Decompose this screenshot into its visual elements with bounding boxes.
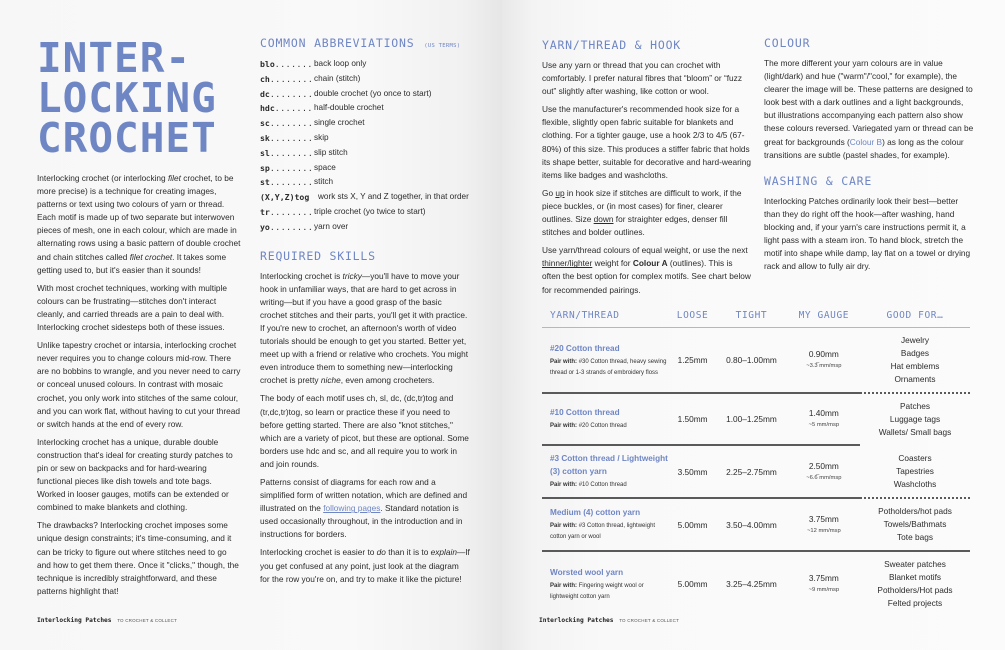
title-line: INTER- bbox=[37, 34, 192, 82]
abbreviation-item: sl........ slip stitch bbox=[260, 147, 348, 158]
table-header-row bbox=[542, 310, 970, 328]
skills-paragraph: Interlocking crochet is easier to do than it is to explain—If you get confused at any point, just look at the diagram for the row you're on, and try to make it like the picture! bbox=[260, 547, 470, 584]
header-my-gauge: MY GAUGE bbox=[788, 310, 860, 328]
intro-paragraph: With most crochet techniques, working with multiple colours can be frustrating—stitches don't interact cleanly, and carried threads are a pain to deal with. Interlocking crochet sidesteps both of these issues. bbox=[37, 282, 227, 333]
yarn-paragraph: Use the manufacturer's recommended hook size for a flexible, slightly open fabric suitable for blankets and clothing. For a tighter gauge, use a hook 2/3 to 4/5 (67-80%) of this size. This produces a stiffer fabric that holds its shape better, suitable for decorative and hard-wearing items like badges and washcloths. bbox=[542, 104, 751, 180]
abbreviation-item: sp........ space bbox=[260, 162, 336, 173]
yarn-paragraph: Go up in hook size if stitches are difficult to work, if the piece buckles, or (in most cases) for finer, clearer outlines. Size down for straighter edges, denser fill stitches and bolder outlines. bbox=[542, 187, 742, 238]
intro-paragraph: Interlocking crochet (or interlocking filet crochet, to be more precise) is a technique for creating images, patterns or text using two colours of yarn or thread. Each motif is made up of two separate but interwoven pieces of mesh, one in each colour, which are made in alternating rows using a basic pattern of double crochet and chain stitches called filet crochet. It takes some getting used to, but it's easier than it sounds! bbox=[37, 173, 241, 275]
table-row: #20 Cotton thread Pair with: #30 Cotton thread, heavy sewing thread or 1-3 strands of embroidery floss 1.25mm 0.80–1.00mm 0.90mm ~3.3̅ mm/msp Jewelry Badges Hat emblems Ornaments bbox=[542, 328, 970, 394]
following-pages-link[interactable]: following pages bbox=[323, 503, 381, 514]
skills-paragraph: Patterns consist of diagrams for each row and a simplified form of written notation, which are defined and illustrated on the following pages. Standard notation is used occasionally throughout, in the introduction and in instructions for borders. bbox=[260, 476, 468, 540]
table-row: Worsted wool yarn Pair with: Fingering weight wool or lightweight cotton yarn 5.00mm 3.25–4.25mm 3.75mm ~9 mm/msp Sweater patches Blanket motifs Potholders/Hot pads Felted projects bbox=[550, 559, 953, 608]
footer-brand: Interlocking Patches bbox=[539, 617, 614, 624]
abbreviations-column bbox=[260, 36, 470, 591]
intro-column bbox=[37, 34, 242, 603]
colour-b-label: Colour B bbox=[849, 136, 883, 147]
yarn-paragraph: Use any yarn or thread that you can crochet with comfortably. I prefer natural fibres that “bloom” or “fuzz out” slightly after washing, like cotton or wool. bbox=[542, 60, 742, 97]
colour-paragraph: The more different your yarn colours are in value (light/dark) and hue ("warm"/"cool," for example), the clearer the image will be. These patterns are designed to look best with a dark outlines and a light backgrounds, but illustrations accompanying each pattern also show these colours reversed. Variegated yarn or thread can be great for backgrounds (Colour B) as long as the colour transitions are subtle (pastel shades, for example). bbox=[764, 58, 974, 160]
table-row: Medium (4) cotton yarn Pair with: #3 Cotton thread, lightweight cotton yarn or wool 5.00mm 3.50–4.00mm 3.75mm ~12 mm/msp Potholders/hot pads Towels/Bathmats Tote bags bbox=[542, 498, 970, 551]
header-loose: LOOSE bbox=[670, 310, 715, 328]
skills-paragraph: Interlocking crochet is tricky—you'll have to move your hook in unfamiliar ways, that are hard to get across in writing—but if you have a good grasp of the basic crochet stitches and their parts, you'll get it with practice. If you're new to crochet, an afternoon's worth of video tutorials should be enough to get you started. Better yet, meet up with a friend or relative who crochets. You might even introduce them to something new—interlocking crochet is pretty niche, even among crocheters. bbox=[260, 270, 468, 386]
table-row: #10 Cotton thread Pair with: #20 Cotton thread 1.50mm 1.00–1.25mm 1.40mm ~5 mm/msp Patches Luggage tags Wallets/ Small bags bbox=[542, 393, 970, 445]
page-footer bbox=[37, 617, 177, 624]
yarn-pairing-table bbox=[542, 310, 970, 616]
abbreviation-item: hdc....... half-double crochet bbox=[260, 103, 384, 114]
required-skills-text bbox=[260, 270, 470, 586]
title-line: CROCHET bbox=[37, 114, 217, 162]
intro-paragraph: Unlike tapestry crochet or intarsia, interlocking crochet never requires you to change colours mid-row. There are no bobbins to wrangle, and you never need to carry or conceal unused colours. In contrast with mosaic crochet, you only work into stitches of the same colour, and you can work flat, without having to cut your thread or switch hands at the end of every row. bbox=[37, 340, 241, 429]
intro-paragraph: Interlocking crochet has a unique, durable double construction that's ideal for creating sturdy patches to pin or sew on backpacks and for hard-wearing functional pieces like dish towels and tote bags. Worked in looser gauges, motifs can be extended or combined to make blankets and clothing. bbox=[37, 436, 233, 513]
abbreviation-item: yo........ yarn over bbox=[260, 221, 349, 232]
intro-paragraph: The drawbacks? Interlocking crochet imposes some unique design constraints; it's time-consuming, and it can be tricky to figure out where stitches need to go and how to get them there. Once it "clicks," though, the technique is incredibly straightforward, and these patterns highlight that! bbox=[37, 520, 239, 596]
colour-heading: COLOUR bbox=[764, 36, 811, 50]
footer-tagline: TO CROCHET & COLLECT bbox=[117, 618, 178, 623]
abbreviation-item: blo....... back loop only bbox=[260, 59, 367, 69]
yarn-paragraph: Use yarn/thread colours of equal weight, or use the next thinner/lighter weight for Colour A (outlines). This is often the best option for complex motifs. See chart below for recommended pairings. bbox=[542, 245, 751, 295]
washing-heading: WASHING & CARE bbox=[764, 173, 873, 188]
abbreviations-heading: COMMON ABBREVIATIONS (US TERMS) bbox=[260, 36, 461, 50]
skills-paragraph: The body of each motif uses ch, sl, dc, (dc,tr)tog and (tr,dc,tr)tog, so learn or practice these if you need to before getting started. There are also "knot stitches," which are a variety of picot, but these are optional. Some borders use hdc and sc, and all require you to work in and join rounds. bbox=[260, 393, 469, 469]
yarn-hook-heading: YARN/THREAD & HOOK bbox=[542, 38, 682, 52]
abbreviations-list bbox=[260, 57, 470, 235]
abbreviation-item: ch........ chain (stitch) bbox=[260, 73, 361, 84]
yarn-hook-column bbox=[542, 38, 752, 302]
page-title bbox=[37, 34, 242, 162]
footer-brand: Interlocking Patches bbox=[37, 617, 112, 624]
abbreviation-item: st........ stitch bbox=[260, 177, 334, 188]
intro-text bbox=[37, 172, 242, 598]
right-page bbox=[502, 0, 1005, 650]
title-line: LOCKING bbox=[37, 74, 217, 122]
header-good-for: GOOD FOR… bbox=[860, 310, 970, 328]
washing-paragraph: Interlocking Patches ordinarily look their best—better than they do right off the hook—after washing, hand blocking and, if your yarn's care instructions permit it, a light pass with a steam iron. To hand block, stretch the motif into shape while damp, lay flat on a towel or drying rack and allow to fully air dry. bbox=[764, 195, 971, 272]
abbreviation-item: sc........ single crochet bbox=[260, 118, 365, 129]
abbreviation-item: dc........ double crochet (yo once to start) bbox=[260, 88, 432, 99]
left-page bbox=[0, 0, 502, 650]
header-tight: TIGHT bbox=[715, 310, 788, 328]
page-footer bbox=[539, 617, 679, 624]
abbreviation-item: sk........ skip bbox=[260, 132, 329, 143]
abbreviation-item: tr........ triple crochet (yo twice to start) bbox=[260, 206, 426, 217]
footer-tagline: TO CROCHET & COLLECT bbox=[619, 618, 680, 623]
table-row: #3 Cotton thread / Lightweight (3) cotton yarn Pair with: #10 Cotton thread 3.50mm 2.25–2.75mm 2.50mm ~6.6̅ mm/msp Coasters Tapestries Washcloths bbox=[542, 445, 970, 498]
header-yarn-thread: YARN/THREAD bbox=[542, 310, 670, 328]
required-skills-heading: REQUIRED SKILLS bbox=[260, 248, 376, 263]
abbreviation-item: (X,Y,Z)tog work sts X, Y and Z together, in that order bbox=[260, 192, 469, 203]
colour-column bbox=[764, 36, 974, 278]
